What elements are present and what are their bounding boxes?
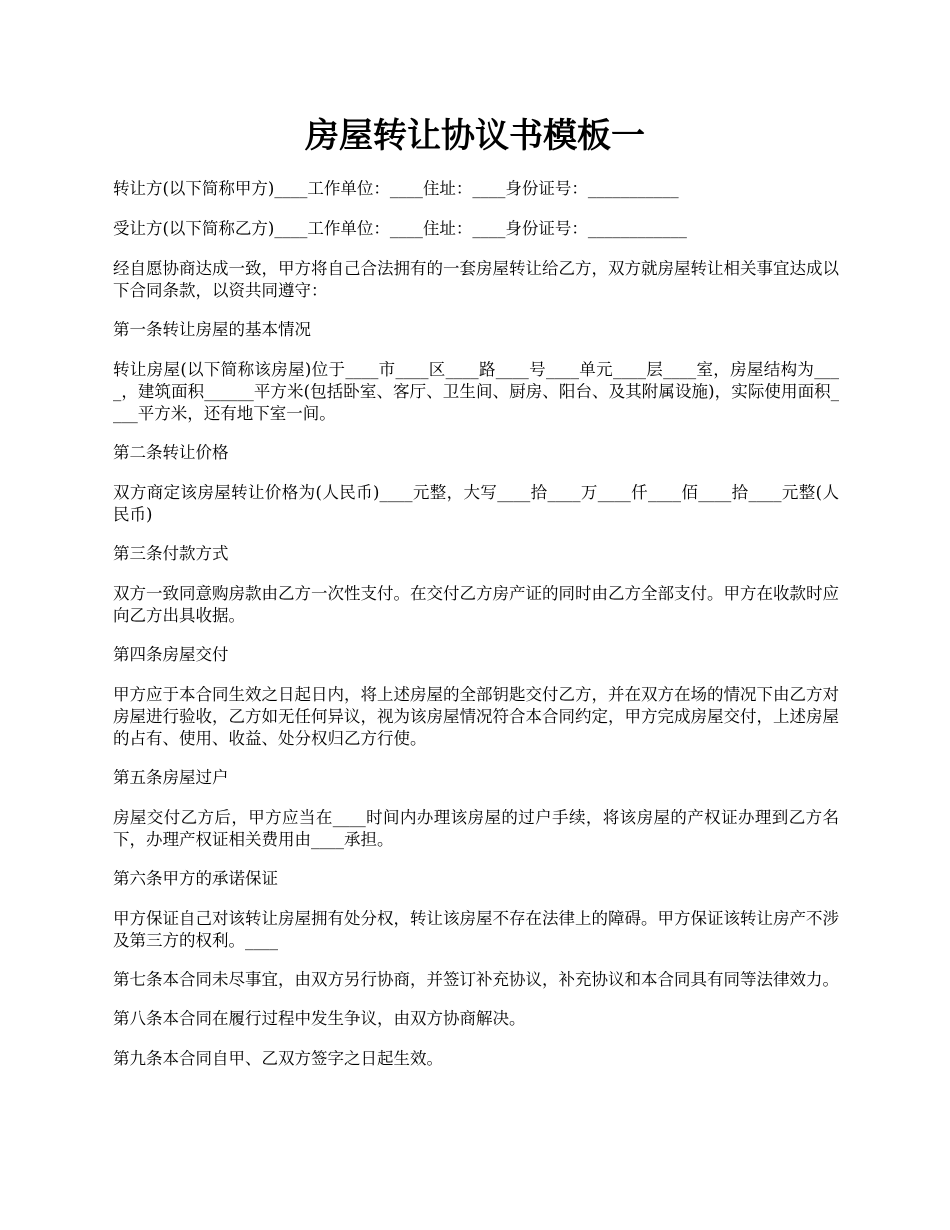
article-5-heading: 第五条房屋过户	[113, 768, 229, 787]
article-9: 第九条本合同自甲、乙双方签字之日起生效。	[113, 1049, 443, 1068]
document-body	[113, 178, 839, 1088]
transferee-info: 受让方(以下简称乙方)____工作单位：____住址：____身份证号：____________	[113, 219, 687, 238]
article-2-heading: 第二条转让价格	[113, 443, 229, 462]
article-3-body: 双方一致同意购房款由乙方一次性支付。在交付乙方房产证的同时由乙方全部支付。甲方在收款时应向乙方出具收据。	[113, 584, 839, 625]
article-8: 第八条本合同在履行过程中发生争议，由双方协商解决。	[113, 1009, 526, 1028]
article-5-body: 房屋交付乙方后，甲方应当在____时间内办理该房屋的过户手续，将该房屋的产权证办理到乙方名下，办理产权证相关费用由____承担。	[113, 808, 839, 849]
article-4-heading: 第四条房屋交付	[113, 645, 229, 664]
article-4-body: 甲方应于本合同生效之日起日内，将上述房屋的全部钥匙交付乙方，并在双方在场的情况下由乙方对房屋进行验收，乙方如无任何异议，视为该房屋情况符合本合同约定，甲方完成房屋交付，上述房屋的占有、使用、收益、处分权归乙方行使。	[113, 685, 839, 748]
article-6-heading: 第六条甲方的承诺保证	[113, 869, 278, 888]
article-1-heading: 第一条转让房屋的基本情况	[113, 320, 311, 339]
article-2-body: 双方商定该房屋转让价格为(人民币)____元整，大写____拾____万____仟____佰____拾____元整(人民币)	[113, 483, 839, 524]
document-title: 房屋转让协议书模板一	[305, 116, 645, 156]
article-3-heading: 第三条付款方式	[113, 544, 229, 563]
article-6-body: 甲方保证自己对该转让房屋拥有处分权，转让该房屋不存在法律上的障碍。甲方保证该转让房产不涉及第三方的权利。____	[113, 909, 839, 950]
article-7: 第七条本合同未尽事宜，由双方另行协商，并签订补充协议，补充协议和本合同具有同等法律效力。	[113, 970, 839, 989]
transferor-info: 转让方(以下简称甲方)____工作单位：____住址：____身份证号：___________	[113, 179, 679, 198]
preamble: 经自愿协商达成一致，甲方将自己合法拥有的一套房屋转让给乙方，双方就房屋转让相关事宜达成以下合同条款，以资共同遵守：	[113, 259, 839, 300]
article-1-body: 转让房屋(以下简称该房屋)位于____市____区____路____号____单元____层____室，房屋结构为____，建筑面积______平方米(包括卧室、客厅、卫生间、厨房、阳台、及其附属设施)，实际使用面积____平方米，还有地下室一间。	[113, 360, 839, 423]
